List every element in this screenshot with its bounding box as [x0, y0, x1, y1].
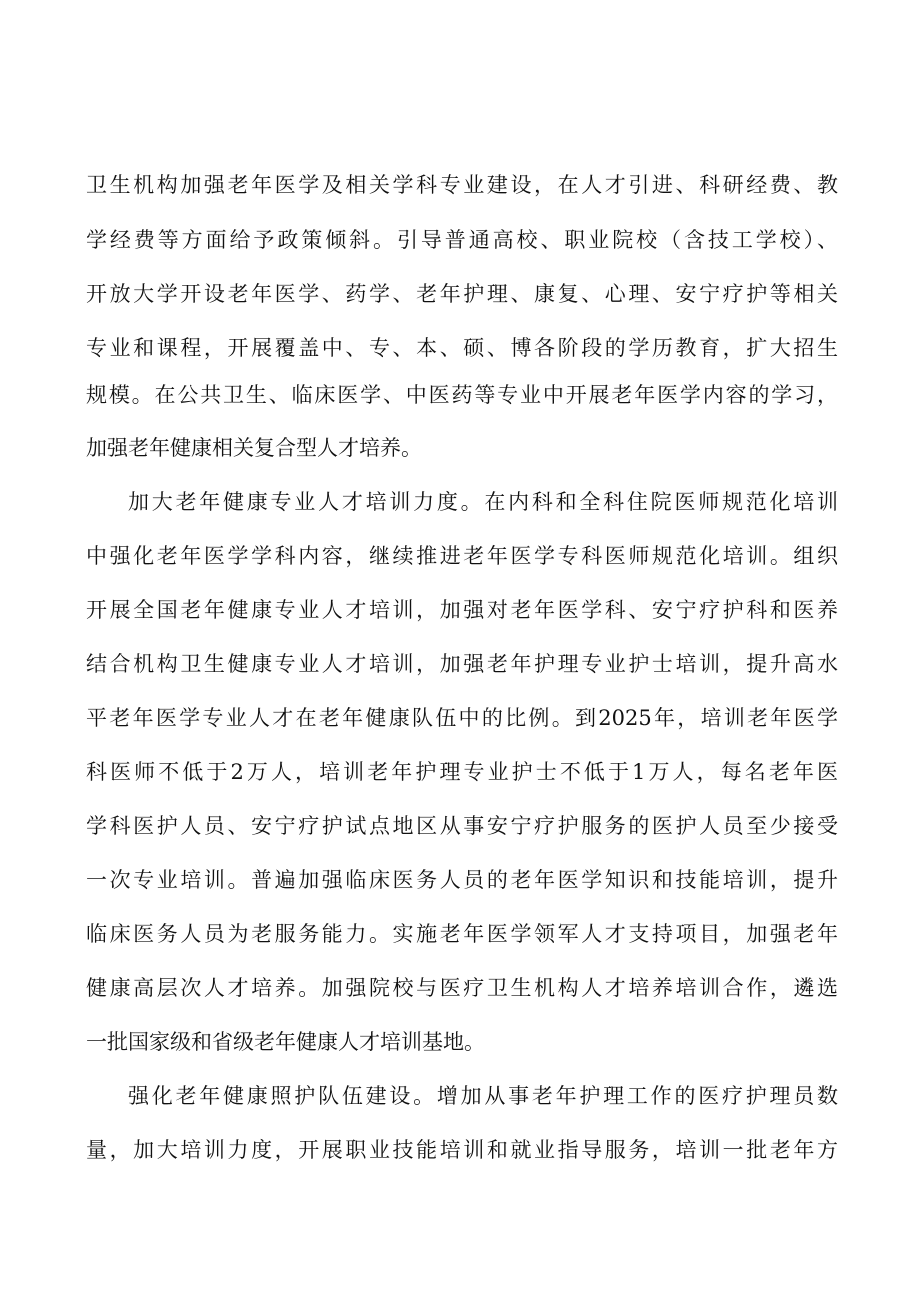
paragraph-start-line: 强化老年健康照护队伍建设。增加从事老年护理工作的医疗护理员数 [128, 1084, 838, 1108]
text-line: 一次专业培训。普遍加强临床医务人员的老年医学知识和技能培训，提升 [86, 868, 838, 892]
text-line: 临床医务人员为老服务能力。实施老年医学领军人才支持项目，加强老年 [86, 922, 838, 946]
text-line: 开展全国老年健康专业人才培训，加强对老年医学科、安宁疗护科和医养 [86, 598, 838, 622]
text-line: 专业和课程，开展覆盖中、专、本、硕、博各阶段的学历教育，扩大招生 [86, 336, 838, 360]
text-line: 学科医护人员、安宁疗护试点地区从事安宁疗护服务的医护人员至少接受 [86, 814, 838, 838]
text-line: 健康高层次人才培养。加强院校与医疗卫生机构人才培养培训合作，遴选 [86, 976, 838, 1000]
text-line: 科医师不低于2万人，培训老年护理专业护士不低于1万人，每名老年医 [86, 760, 838, 784]
text-line: 中强化老年医学学科内容，继续推进老年医学专科医师规范化培训。组织 [86, 544, 838, 568]
text-line: 学经费等方面给予政策倾斜。引导普通高校、职业院校（含技工学校）、 [86, 228, 838, 252]
text-line: 量，加大培训力度，开展职业技能培训和就业指导服务，培训一批老年方 [86, 1138, 838, 1162]
text-line: 结合机构卫生健康专业人才培训，加强老年护理专业护士培训，提升高水 [86, 652, 838, 676]
text-line: 开放大学开设老年医学、药学、老年护理、康复、心理、安宁疗护等相关 [86, 282, 838, 306]
text-line: 加强老年健康相关复合型人才培养。 [86, 436, 422, 460]
paragraph-start-line: 加大老年健康专业人才培训力度。在内科和全科住院医师规范化培训 [128, 490, 838, 514]
text-line: 卫生机构加强老年医学及相关学科专业建设，在人才引进、科研经费、教 [86, 173, 838, 197]
text-line: 平老年医学专业人才在老年健康队伍中的比例。到2025年，培训老年医学 [86, 706, 838, 730]
text-line: 规模。在公共卫生、临床医学、中医药等专业中开展老年医学内容的学习， [86, 383, 838, 407]
text-line: 一批国家级和省级老年健康人才培训基地。 [86, 1030, 485, 1054]
